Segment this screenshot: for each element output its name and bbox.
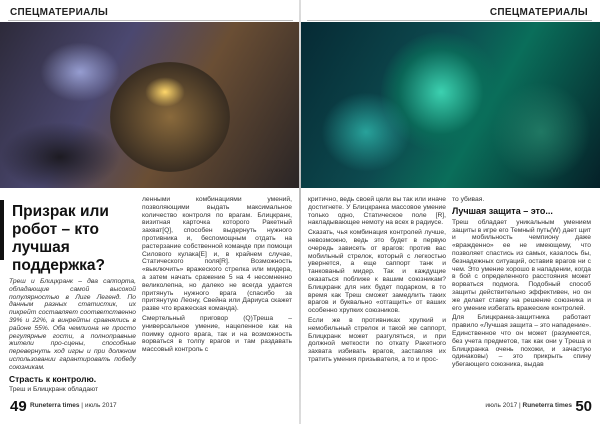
column-2-paragraph-2: Смертельный приговор (Q)Треша – универсальное умение, нацеленное как на поимку одного врага, так и на возможность ворваться в толпу врагов и там раздавать массовый контроль с — [142, 314, 292, 354]
page-header-right — [300, 0, 600, 22]
page-header-left — [0, 0, 300, 22]
section-label-right: СПЕЦМАТЕРИАЛЫ — [489, 7, 588, 18]
blitzcrank-illustration — [0, 22, 299, 188]
column-1-text: Треш и Блицкранк обладают — [9, 385, 99, 393]
issue-date-right: июль 2017 — [485, 402, 518, 409]
page-number-left: 49 — [10, 398, 27, 415]
column-2 — [142, 196, 292, 356]
column-3-paragraph-1: критично, ведь своей цели вы так или иначе достигнете. У Блицкранка массовое умение только одно, Статическое поле [R], накладывающее немоту на всех в радиусе. — [308, 196, 446, 227]
header-divider-right — [307, 20, 592, 21]
header-divider-left — [8, 20, 293, 21]
column-4-paragraph-1: Треш обладает уникальным умением защиты в игре его Темный путь(W) дает щит и мобильность чемпиону даже «вражденно» ее не имеющему, что позволяет спастись из самых, казалось бы, безнадежных ситуаций, оставив врагов ни с чем. Это умение хорошо в нападении, когда в бой с определенного расстояния может ворваться подмога. Подобный способ защиты действительно эффективен, но он же делает ставку на решение союзника и его умение избегать вражеские контролей. — [452, 218, 591, 312]
article-intro: Треш и Блицкранк – два саппорта, обладающие самой высокой популярностью в Лиге Легенд. По данным разных статистик, их пикрейт составляет соответственно 39% и 22%, а винрейты сравнялись в районе 55%. Оба чемпиона не просто регулярные гости, а полноправные жители про-сцены, способные перевернуть ход игры и при должном использовании гарантировать победу союзникам. — [9, 278, 136, 371]
column-4 — [452, 196, 591, 371]
column-3 — [308, 196, 446, 366]
thresh-illustration — [301, 22, 600, 188]
column-4-lead: то убивая. — [452, 196, 485, 203]
footer-left: Runeterra times | июль 2017 — [30, 402, 117, 409]
section-heading-defense: Лучшая защита – это... — [452, 205, 553, 216]
section-label-left: СПЕЦМАТЕРИАЛЫ — [10, 7, 109, 18]
page-number-right: 50 — [575, 398, 592, 415]
column-2-paragraph-1: ленными комбинациями умений, позволяющими выдать максимальное количество контроля по врагам. Блицкранк, визитная карточка которого Ракетный захват[Q], способен выдернуть нужного противника и, беспомощным отдать на растерзание собственной команде при помощи Силового кулака[E] и, в крайнем случае, Статического поля[R]. Возможность «выключить» вражеского стрелка или мидера, а затем начать сражение 5 на 4 несомненно великолепна, но далеко не всегда удается притянуть нужного врага (спасибо за притянутую Леону, Свейна или Дариуса скажет разве что вражеская команда). — [142, 196, 292, 313]
article-title: Призрак или робот – кто лучшая поддержка? — [12, 203, 109, 274]
column-3-paragraph-3: Если же в противниках хрупкий и немобильный стрелок и такой же саппорт, Блицкранк может разгуляться, и при должной меткости по откату Ракетного захвата избивать врагов, заставляя их тратить умения призывателя, а то и прос- — [308, 316, 446, 363]
magazine-name-left: Runeterra times — [30, 402, 80, 409]
issue-date-left: июль 2017 — [84, 402, 117, 409]
column-3-paragraph-2: Сказать, чья комбинация контролей лучше, невозможно, ведь это будет в первую очередь зависеть от врагов: против вас мобильный стрелок, который с легкостью увернется, а еще саппорт танк и танкованый мидер. Так и каждущие оказаться поближе к вашим союзникам? Блицкранк для них будет подарком, в то время как Треш сможет замедлить таких врагов и буквально «отгащить» от ваших особенно хрупких союзников. — [308, 229, 446, 315]
page-gutter — [299, 0, 301, 424]
section-heading-control: Страсть к контролю. — [9, 373, 97, 384]
column-1 — [9, 278, 136, 395]
column-4-paragraph-2: Для Блицкранка-защитника работает правило «Лучшая защита – это нападение». Единственное что он может (разумеется, без учета предметов, так как они у Треша и Блицкранка очень похожи, и зачастую одинаковы) – это прикрыть спину убегающего союзника, выдав — [452, 314, 591, 369]
magazine-name-right: Runeterra times — [522, 402, 572, 409]
footer-right: июль 2017 | Runeterra times — [485, 402, 572, 409]
title-accent-bar — [0, 200, 4, 260]
